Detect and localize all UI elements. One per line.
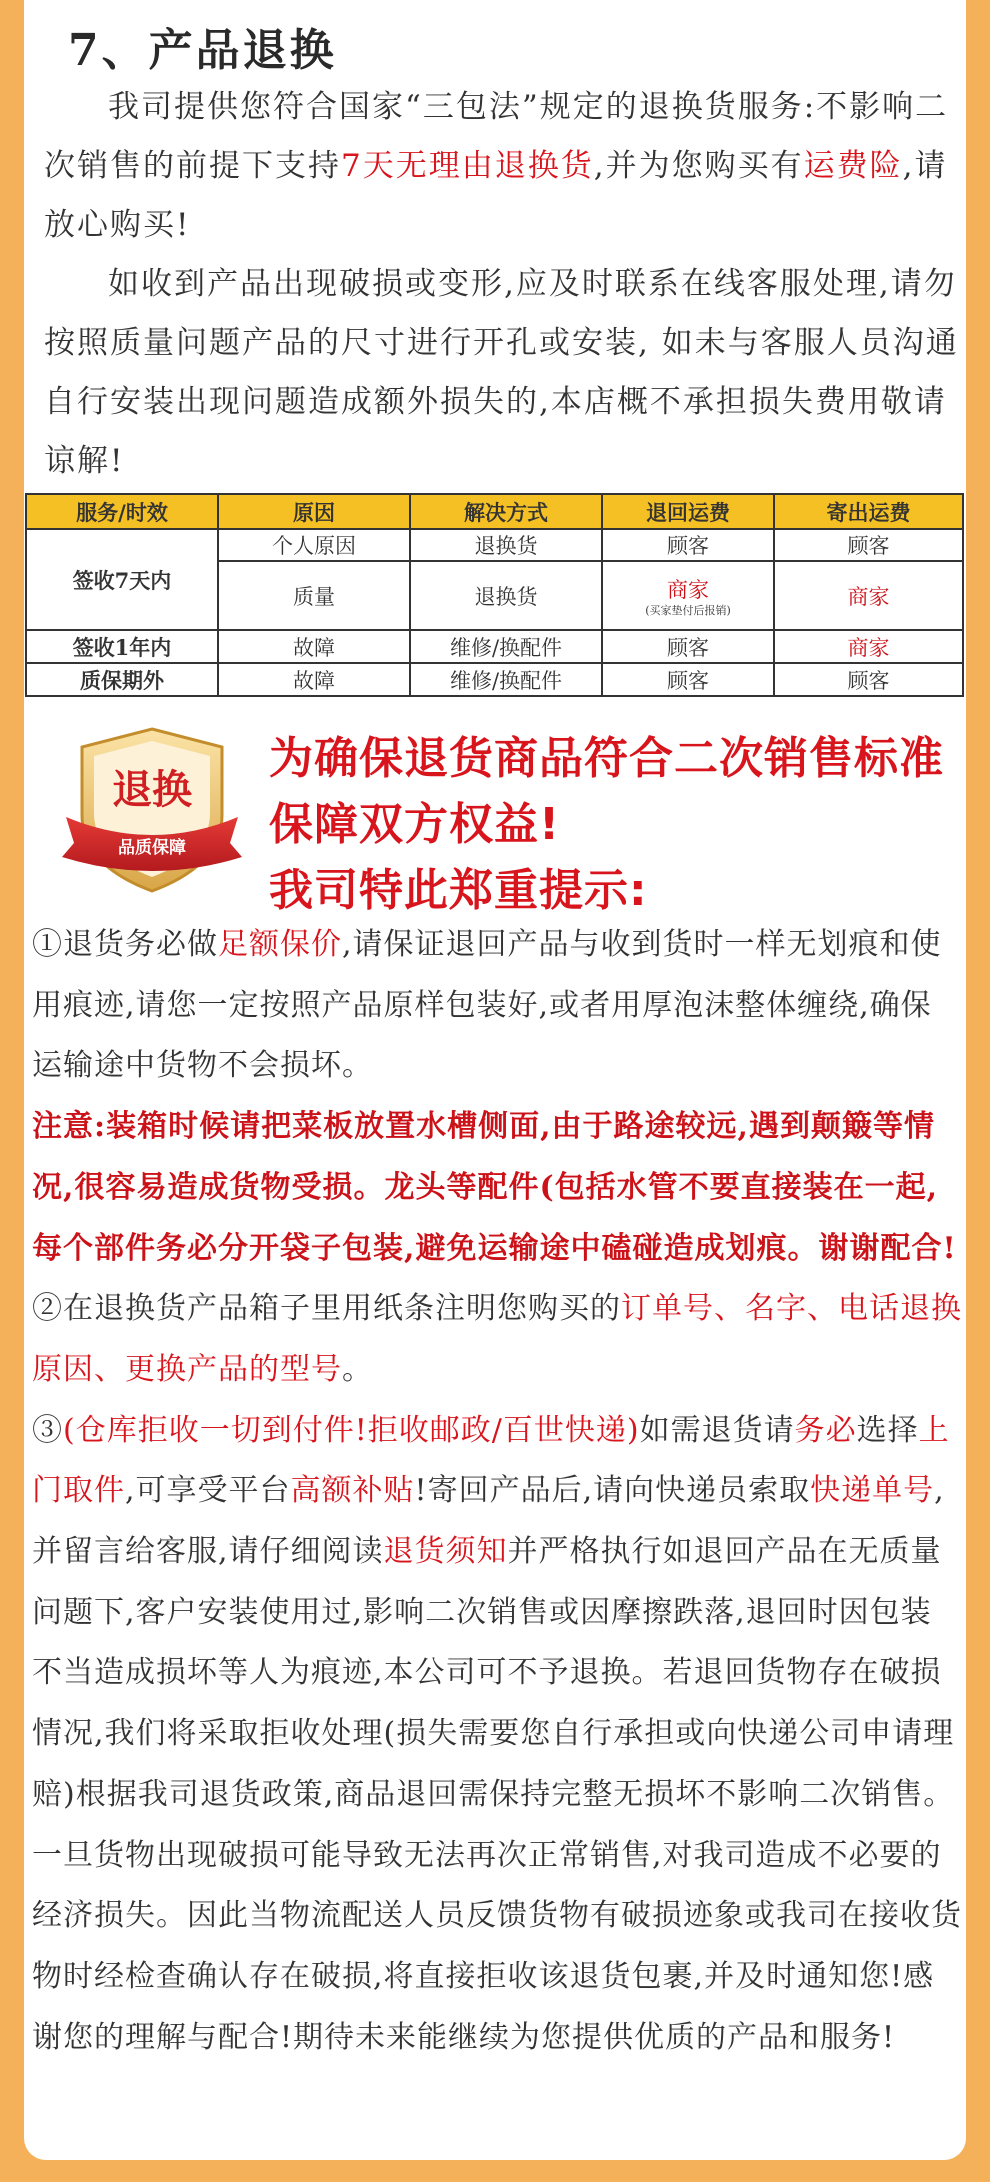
item-3-number: ③ [32,1412,63,1448]
table-row [26,630,963,663]
table-cell: 签收7天内 [26,529,218,630]
notice-line-1: 为确保退货商品符合二次销售标准 [269,733,944,784]
table-cell: 商家 [774,561,963,630]
table-cell: 维修/换配件 [410,630,602,663]
return-notice-highlight: 退货须知 [383,1534,508,1570]
item-1-text-b: ,请保证退回产品与收到货时一样无划痕和使用痕迹,请您一定按照产品原样包装好,或者用厚泡沫整体缠绕,确保运输途中货物不会损坏。 [32,927,942,1084]
table-header: 退回运费 [602,494,774,529]
item-3-text-b: 选择 [856,1412,919,1448]
intro-text [44,78,964,491]
table-cell: 退换货 [410,529,602,561]
service-table [25,493,964,697]
quality-guarantee-badge [52,725,252,895]
table-cell-note: (买家垫付后报销) [645,603,731,617]
warehouse-rejection-highlight: (仓库拒收一切到付件!拒收邮政/百世快递) [63,1412,640,1448]
table-cell: 顾客 [602,630,774,663]
item-3-text-e: ,并留言给客服,请仔细阅读 [32,1473,945,1570]
order-info-highlight: 订单号、名字、电话退换原因、更换产品的型号 [32,1291,962,1387]
tracking-number-highlight: 快递单号 [810,1473,935,1509]
item-1-text-a: ①退货务必做 [32,927,218,962]
table-cell [602,561,774,630]
item-3 [32,1401,962,2069]
return-instructions [32,915,962,2068]
intro-paragraph-1 [44,78,964,255]
table-cell: 质保期外 [26,663,218,696]
intro-paragraph-2 [44,255,964,491]
intro-text-c: ,请放心购买! [44,148,948,243]
table-cell: 商家 [774,630,963,663]
table-cell: 质量 [218,561,410,630]
badge-ribbon-text: 品质保障 [118,838,186,858]
item-3-text-a: 如需退货请 [639,1412,795,1448]
intro-text-b: ,并为您购买有 [593,148,804,184]
page-card [24,0,966,2160]
table-cell: 顾客 [602,529,774,561]
table-header: 原因 [218,494,410,529]
table-header: 服务/时效 [26,494,218,529]
shipping-insurance-highlight: 运费险 [803,148,903,184]
table-row [26,529,963,561]
table-cell: 顾客 [602,663,774,696]
item-2-text-a: ②在退换货产品箱子里用纸条注明您购买的 [32,1291,621,1327]
full-insurance-highlight: 足额保价 [218,927,342,962]
notice-line-3: 我司特此郑重提示: [269,865,648,916]
packing-warning: 注意:装箱时候请把菜板放置水槽侧面,由于路途较远,遇到颠簸等情况,很容易造成货物受损。龙头等配件(包括水管不要直接装在一起,每个部件务必分开袋子包装,避免运输途中磕碰造成划痕。谢谢配合! [32,1109,957,1266]
table-cell: 顾客 [774,663,963,696]
intro-text-a: 我司提供您符合国家“三包法”规定的退换货服务:不影响二次销售的前提下支持 [44,89,949,184]
table-cell: 故障 [218,630,410,663]
item-3-text-d: !寄回产品后,请向快递员索取 [414,1473,811,1509]
table-header: 寄出运费 [774,494,963,529]
table-cell: 个人原因 [218,529,410,561]
table-cell: 维修/换配件 [410,663,602,696]
table-cell: 退换货 [410,561,602,630]
subsidy-highlight: 高额补贴 [290,1473,415,1509]
table-row [26,663,963,696]
seven-day-return-highlight: 7天无理由退换货 [341,148,594,184]
pickup-highlight: 上门取件 [32,1412,950,1509]
table-cell: 顾客 [774,529,963,561]
table-cell: 签收1年内 [26,630,218,663]
item-3-text-f: 并严格执行如退回产品在无质量问题下,客户安装使用过,影响二次销售或因摩擦跌落,退回时因包装不当造成损坏等人为痕迹,本公司可不予退换。若退回货物存在破损情况,我们将采取拒收处理(损失需要您自行承担或向快递公司申请理赔)根据我司退货政策,商品退回需保持完整无损坏不影响二次销售。一旦货物出现破损可能导致无法再次正常销售,对我司造成不必要的经济损失。因此当物流配送人员反馈货物有破损迹象或我司在接收货物时经检查确认存在破损,将直接拒收该退货包裹,并及时通知您!感谢您的理解与配合!期待未来能继续为您提供优质的产品和服务! [32,1534,962,2055]
table-cell: 故障 [218,663,410,696]
item-3-text-c: ,可享受平台 [125,1473,291,1509]
must-highlight: 务必 [794,1412,857,1448]
section-title: 7、产品退换 [68,25,337,76]
table-header-row [26,494,963,529]
item-1 [32,915,962,1097]
table-cell-value: 商家 [667,577,709,602]
badge-main-text: 退换 [112,767,192,813]
item-2 [32,1279,962,1400]
table-header: 解决方式 [410,494,602,529]
notice-line-2: 保障双方权益! [269,799,561,850]
item-2-text-b: 。 [342,1351,373,1387]
intro-text-p2: 如收到产品出现破损或变形,应及时联系在线客服处理,请勿按照质量问题产品的尺寸进行开孔或安装, 如未与客服人员沟通自行安装出现问题造成额外损失的,本店概不承担损失费用敬请谅解! [44,266,959,479]
